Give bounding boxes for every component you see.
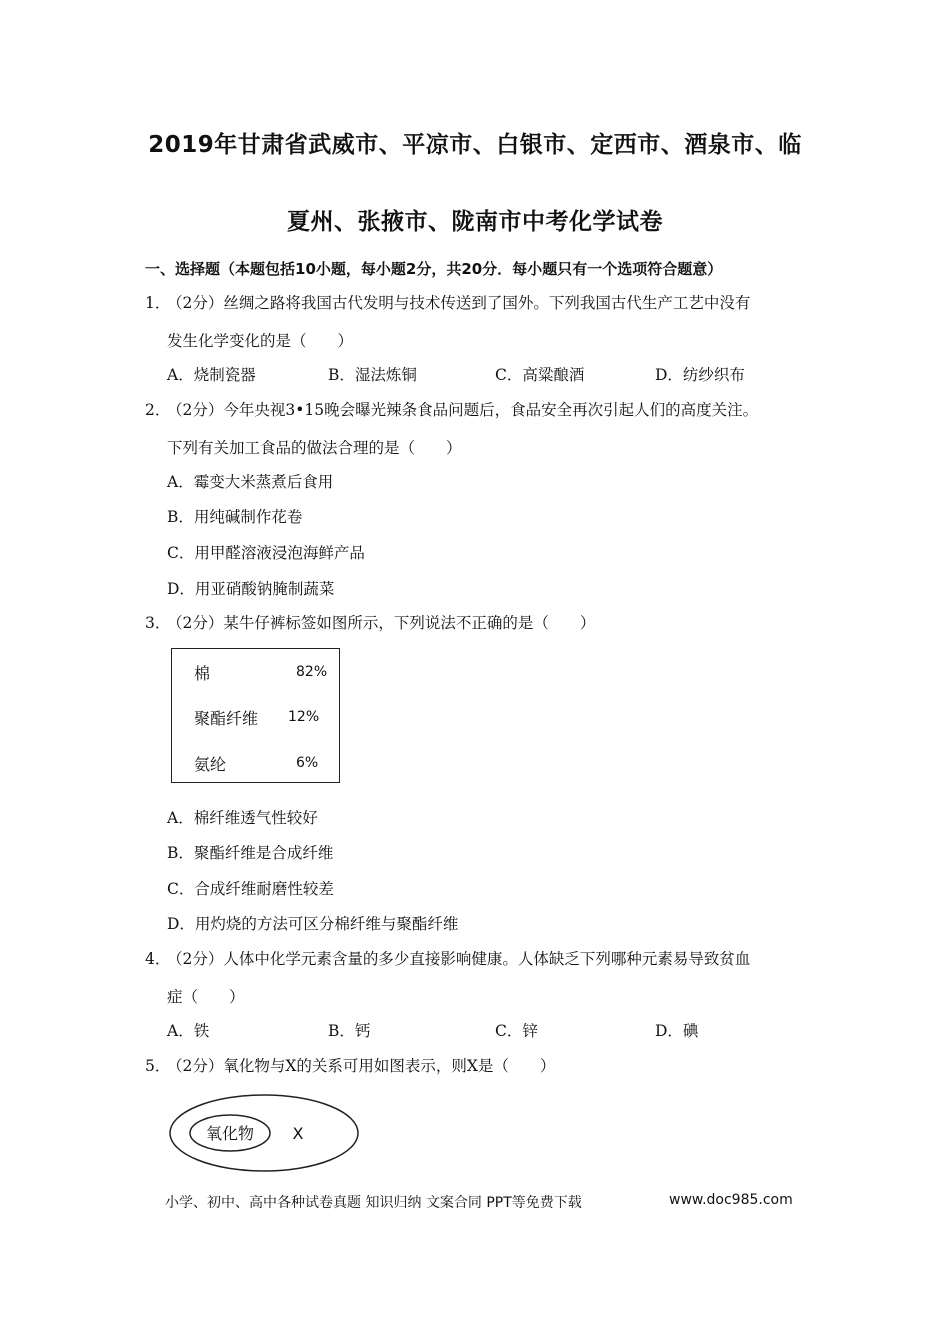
question-3-stem bbox=[145, 611, 595, 633]
inner-ellipse-label: 氧化物 bbox=[205, 1124, 255, 1143]
question-2-option-b: B．用纯碱制作花卷 bbox=[167, 508, 303, 526]
oxide-x-relationship-diagram bbox=[168, 1092, 368, 1182]
question-4-option-b: B．钙 bbox=[328, 1022, 371, 1040]
question-2-text-line-1: （2分）今年央视3•15晚会曝光辣条食品问题后，食品安全再次引起人们的高度关注。 bbox=[167, 401, 759, 419]
question-1-option-b: B．湿法炼铜 bbox=[328, 366, 417, 384]
question-1-option-d: D．纺纱织布 bbox=[655, 366, 745, 384]
question-2-text-line-2: 下列有关加工食品的做法合理的是（ ） bbox=[167, 439, 462, 457]
question-2-number: 2． bbox=[145, 401, 171, 419]
question-4-number: 4． bbox=[145, 950, 171, 968]
label-fiber-value-3: 6% bbox=[296, 755, 319, 771]
question-4-option-d: D．碘 bbox=[655, 1022, 699, 1040]
question-1-stem bbox=[145, 291, 750, 313]
question-3-option-c: C．合成纤维耐磨性较差 bbox=[167, 880, 334, 898]
question-4-option-c: C．锌 bbox=[495, 1022, 538, 1040]
question-2-stem bbox=[145, 398, 758, 420]
label-fiber-value-1: 82% bbox=[296, 664, 328, 680]
section-heading: 一、选择题（本题包括10小题，每小题2分，共20分．每小题只有一个选项符合题意） bbox=[145, 260, 723, 278]
question-3-text-line-1: （2分）某牛仔裤标签如图所示，下列说法不正确的是（ ） bbox=[167, 614, 596, 632]
question-5-number: 5． bbox=[145, 1057, 171, 1075]
question-4-stem bbox=[145, 947, 750, 969]
question-1-text-line-2: 发生化学变化的是（ ） bbox=[167, 332, 354, 350]
question-4-text-line-1: （2分）人体中化学元素含量的多少直接影响健康。人体缺乏下列哪种元素易导致贫血 bbox=[167, 950, 751, 968]
question-5-stem bbox=[145, 1054, 555, 1076]
label-fiber-value-2: 12% bbox=[288, 709, 320, 725]
exam-title-line-1: 2019年甘肃省武威市、平凉市、白银市、定西市、酒泉市、临 bbox=[148, 132, 802, 158]
question-4-option-a: A．铁 bbox=[167, 1022, 210, 1040]
outer-ellipse-label: X bbox=[292, 1124, 304, 1143]
label-fiber-name-2: 聚酯纤维 bbox=[194, 709, 259, 728]
jeans-label-figure bbox=[171, 648, 340, 783]
question-2-option-c: C．用甲醛溶液浸泡海鲜产品 bbox=[167, 544, 365, 562]
question-3-number: 3． bbox=[145, 614, 171, 632]
outer-ellipse bbox=[170, 1095, 358, 1171]
footer-website[interactable]: www.doc985.com bbox=[669, 1192, 793, 1208]
question-1-option-c: C．高粱酿酒 bbox=[495, 366, 585, 384]
question-2-option-d: D．用亚硝酸钠腌制蔬菜 bbox=[167, 580, 335, 598]
question-3-option-a: A．棉纤维透气性较好 bbox=[167, 809, 318, 827]
question-3-option-d: D．用灼烧的方法可区分棉纤维与聚酯纤维 bbox=[167, 915, 459, 933]
label-fiber-name-3: 氨纶 bbox=[194, 755, 227, 774]
footer-promo-text: 小学、初中、高中各种试卷真题 知识归纳 文案合同 PPT等免费下载 bbox=[165, 1195, 582, 1211]
question-1-text-line-1: （2分）丝绸之路将我国古代发明与技术传送到了国外。下列我国古代生产工艺中没有 bbox=[167, 294, 751, 312]
question-5-text-line-1: （2分）氧化物与X的关系可用如图表示，则X是（ ） bbox=[167, 1057, 556, 1075]
question-1-number: 1． bbox=[145, 294, 171, 312]
question-2-option-a: A．霉变大米蒸煮后食用 bbox=[167, 473, 334, 491]
question-1-option-a: A．烧制瓷器 bbox=[167, 366, 256, 384]
question-3-option-b: B．聚酯纤维是合成纤维 bbox=[167, 844, 334, 862]
exam-title-line-2: 夏州、张掖市、陇南市中考化学试卷 bbox=[287, 209, 663, 235]
label-fiber-name-1: 棉 bbox=[194, 664, 211, 683]
question-4-text-line-2: 症（ ） bbox=[167, 988, 245, 1006]
